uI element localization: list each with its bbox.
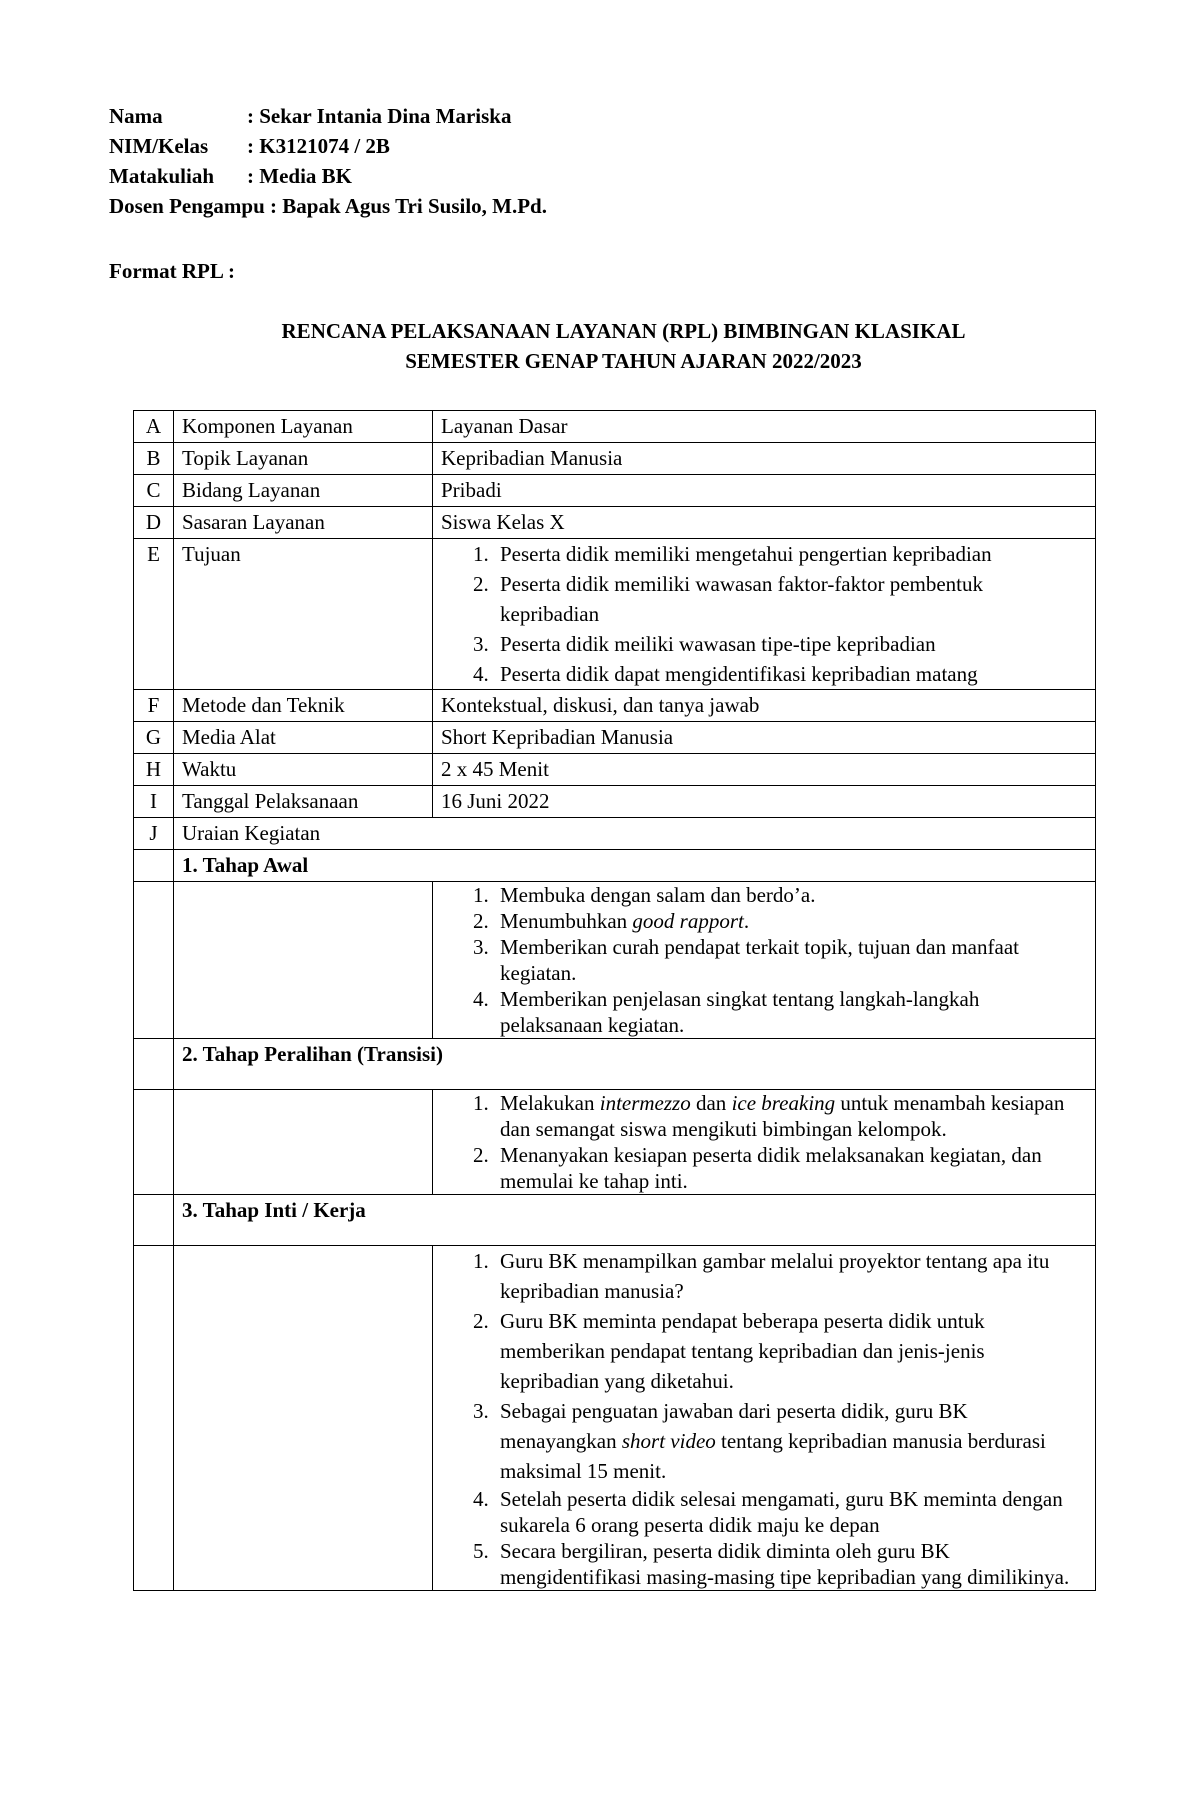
tahap-peralihan-cell <box>433 1090 1096 1195</box>
section-title: 3. Tahap Inti / Kerja <box>174 1195 1096 1246</box>
format-label: Format RPL : <box>109 259 235 283</box>
italic-text: ice breaking <box>731 1091 836 1115</box>
row-label: Sasaran Layanan <box>174 507 433 539</box>
row-label: Komponen Layanan <box>174 411 433 443</box>
section-row-tahap-peralihan <box>134 1039 1096 1090</box>
row-label: Topik Layanan <box>174 443 433 475</box>
row-value: 2 x 45 Menit <box>433 754 1096 786</box>
list-item: 2. Guru BK meminta pendapat beberapa peserta didik untuk memberikan pendapat tentang kepribadian dan jenis-jenis kepribadian yang diketahui. <box>494 1306 1087 1396</box>
table-row <box>134 475 1096 507</box>
tahap-awal-cell <box>433 882 1096 1039</box>
info-nim <box>109 131 547 161</box>
text-part: . <box>743 909 750 933</box>
nim-label: NIM/Kelas <box>109 134 209 158</box>
empty-cell <box>134 1246 174 1591</box>
text-part: Melakukan <box>500 1091 600 1115</box>
row-label: Tujuan <box>174 539 433 690</box>
list-item <box>494 908 1087 934</box>
list-item: 4. Setelah peserta didik selesai mengamati, guru BK meminta dengan sukarela 6 orang peserta didik maju ke depan <box>494 1486 1087 1538</box>
list-item <box>494 1090 1087 1142</box>
student-info <box>109 101 547 221</box>
tahap-peralihan-list <box>441 1090 1087 1194</box>
row-code: A <box>134 411 174 443</box>
nama-value: : Sekar Intania Dina Mariska <box>247 104 512 128</box>
section-content-tahap-awal <box>134 882 1096 1039</box>
section-title: 2. Tahap Peralihan (Transisi) <box>174 1039 1096 1090</box>
row-label: Bidang Layanan <box>174 475 433 507</box>
row-code: H <box>134 754 174 786</box>
matkul-value: : Media BK <box>247 164 352 188</box>
tujuan-cell <box>433 539 1096 690</box>
row-label: Tanggal Pelaksanaan <box>174 786 433 818</box>
row-code: E <box>134 539 174 690</box>
list-item: 1. Peserta didik memiliki mengetahui pengertian kepribadian <box>494 539 1087 569</box>
title-line-1: RENCANA PELAKSANAAN LAYANAN (RPL) BIMBINGAN KLASIKAL <box>281 319 966 343</box>
table-row <box>134 507 1096 539</box>
empty-cell <box>174 1246 433 1591</box>
list-item: 2. Menanyakan kesiapan peserta didik melaksanakan kegiatan, dan memulai ke tahap inti. <box>494 1142 1087 1194</box>
table-row <box>134 443 1096 475</box>
text-part: Sebagai penguatan jawaban dari peserta didik, guru BK menayangkan <box>500 1399 968 1453</box>
text-part: untuk menambah kesiapan dan semangat siswa mengikuti bimbingan kelompok. <box>500 1091 1065 1141</box>
row-code: I <box>134 786 174 818</box>
row-label: Media Alat <box>174 722 433 754</box>
row-code: J <box>134 818 174 850</box>
section-content-tahap-peralihan <box>134 1090 1096 1195</box>
table-row <box>134 411 1096 443</box>
dosen-line: Dosen Pengampu : Bapak Agus Tri Susilo, M.Pd. <box>109 194 547 218</box>
section-title: 1. Tahap Awal <box>174 850 1096 882</box>
section-content-tahap-inti <box>134 1246 1096 1591</box>
row-value: Short Kepribadian Manusia <box>433 722 1096 754</box>
section-row-tahap-inti <box>134 1195 1096 1246</box>
empty-cell <box>134 1039 174 1090</box>
row-label: Waktu <box>174 754 433 786</box>
empty-cell <box>134 850 174 882</box>
list-item: 4. Memberikan penjelasan singkat tentang langkah-langkah pelaksanaan kegiatan. <box>494 986 1087 1038</box>
info-matkul <box>109 161 547 191</box>
list-item: 4. Peserta didik dapat mengidentifikasi kepribadian matang <box>494 659 1087 689</box>
row-code: C <box>134 475 174 507</box>
list-item: 1. Membuka dengan salam dan berdo’a. <box>494 882 1087 908</box>
table-row <box>134 786 1096 818</box>
row-code: F <box>134 690 174 722</box>
row-value: Siswa Kelas X <box>433 507 1096 539</box>
matkul-label: Matakuliah <box>109 164 215 188</box>
text-part: Menumbuhkan <box>500 909 633 933</box>
row-value: Kepribadian Manusia <box>433 443 1096 475</box>
empty-cell <box>134 882 174 1039</box>
info-nama <box>109 101 547 131</box>
row-label: Uraian Kegiatan <box>174 818 1096 850</box>
empty-cell <box>134 1195 174 1246</box>
document-title <box>0 316 1177 376</box>
nama-label: Nama <box>109 104 163 128</box>
row-value: Pribadi <box>433 475 1096 507</box>
italic-text: good rapport <box>632 909 744 933</box>
tahap-inti-list <box>441 1246 1087 1590</box>
list-item: 1. Guru BK menampilkan gambar melalui proyektor tentang apa itu kepribadian manusia? <box>494 1246 1087 1306</box>
row-value: Kontekstual, diskusi, dan tanya jawab <box>433 690 1096 722</box>
empty-cell <box>174 882 433 1039</box>
section-row-tahap-awal <box>134 850 1096 882</box>
empty-cell <box>174 1090 433 1195</box>
text-part: dan <box>690 1091 732 1115</box>
title-line-2: SEMESTER GENAP TAHUN AJARAN 2022/2023 <box>405 349 862 373</box>
text-part: tentang kepribadian manusia berdurasi maksimal 15 menit. <box>500 1429 1046 1483</box>
italic-text: intermezzo <box>599 1091 691 1115</box>
table-row <box>134 690 1096 722</box>
table-row-tujuan <box>134 539 1096 690</box>
row-code: D <box>134 507 174 539</box>
table-row <box>134 818 1096 850</box>
tahap-awal-list <box>441 882 1087 1038</box>
list-item <box>494 1396 1087 1486</box>
table-row <box>134 754 1096 786</box>
table-row <box>134 722 1096 754</box>
row-code: G <box>134 722 174 754</box>
list-item: 5. Secara bergiliran, peserta didik diminta oleh guru BK mengidentifikasi masing-masing tipe kepribadian yang dimilikinya. <box>494 1538 1087 1590</box>
row-label: Metode dan Teknik <box>174 690 433 722</box>
tujuan-list <box>441 539 1087 689</box>
list-item: 3. Peserta didik meiliki wawasan tipe-tipe kepribadian <box>494 629 1087 659</box>
italic-text: short video <box>621 1429 716 1453</box>
row-code: B <box>134 443 174 475</box>
nim-value: : K3121074 / 2B <box>247 134 390 158</box>
empty-cell <box>134 1090 174 1195</box>
row-value: Layanan Dasar <box>433 411 1096 443</box>
rpl-table <box>133 410 1096 1591</box>
list-item: 3. Memberikan curah pendapat terkait topik, tujuan dan manfaat kegiatan. <box>494 934 1087 986</box>
row-value: 16 Juni 2022 <box>433 786 1096 818</box>
tahap-inti-cell <box>433 1246 1096 1591</box>
list-item: 2. Peserta didik memiliki wawasan faktor-faktor pembentuk kepribadian <box>494 569 1087 629</box>
